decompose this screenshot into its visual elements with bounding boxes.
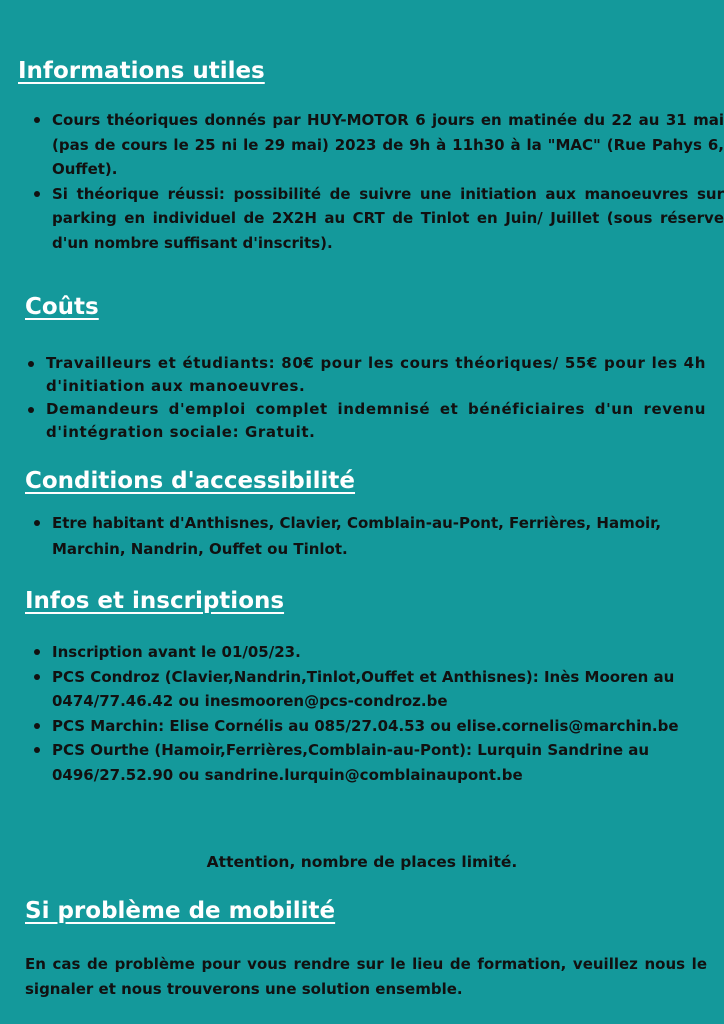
- list-inscriptions: [34, 640, 724, 787]
- heading-mobilite: Si problème de mobilité: [25, 898, 336, 924]
- list-item: Si théorique réussi: possibilité de suivre une initiation aux manoeuvres sur parking en individuel de 2X2H au CRT de Tinlot en Juin/ Juillet (sous réserve d'un nombre suffisant d'inscrits).: [52, 182, 724, 256]
- heading-informations-utiles: Informations utiles: [18, 58, 265, 84]
- heading-conditions-accessibilite: Conditions d'accessibilité: [25, 468, 356, 494]
- heading-couts: Coûts: [25, 294, 99, 320]
- list-item: Demandeurs d'emploi complet indemnisé et bénéficiaires d'un revenu d'intégration sociale: Gratuit.: [46, 398, 706, 444]
- list-informations-utiles: [34, 108, 724, 255]
- list-item: Etre habitant d'Anthisnes, Clavier, Comblain-au-Pont, Ferrières, Hamoir, Marchin, Nandrin, Ouffet ou Tinlot.: [52, 511, 722, 562]
- heading-infos-inscriptions: Infos et inscriptions: [25, 588, 285, 614]
- list-item: PCS Marchin: Elise Cornélis au 085/27.04.53 ou elise.cornelis@marchin.be: [52, 714, 724, 739]
- list-conditions: [34, 511, 722, 562]
- list-item: PCS Condroz (Clavier,Nandrin,Tinlot,Ouffet et Anthisnes): Inès Mooren au 0474/77.46.42 ou inesmooren@pcs-condroz.be: [52, 665, 724, 714]
- list-item: Travailleurs et étudiants: 80€ pour les cours théoriques/ 55€ pour les 4h d'initiation aux manoeuvres.: [46, 352, 706, 398]
- list-item: Inscription avant le 01/05/23.: [52, 640, 724, 665]
- list-item: Cours théoriques donnés par HUY-MOTOR 6 jours en matinée du 22 au 31 mai (pas de cours le 25 ni le 29 mai) 2023 de 9h à 11h30 à la "MAC" (Rue Pahys 6, Ouffet).: [52, 108, 724, 182]
- mobilite-paragraph: En cas de problème pour vous rendre sur le lieu de formation, veuillez nous le signaler et nous trouverons une solution ensemble.: [25, 955, 707, 998]
- list-item: PCS Ourthe (Hamoir,Ferrières,Comblain-au-Pont): Lurquin Sandrine au 0496/27.52.90 ou sandrine.lurquin@comblainaupont.be: [52, 738, 724, 787]
- list-couts: [28, 352, 706, 444]
- attention-notice: Attention, nombre de places limité.: [206, 853, 518, 871]
